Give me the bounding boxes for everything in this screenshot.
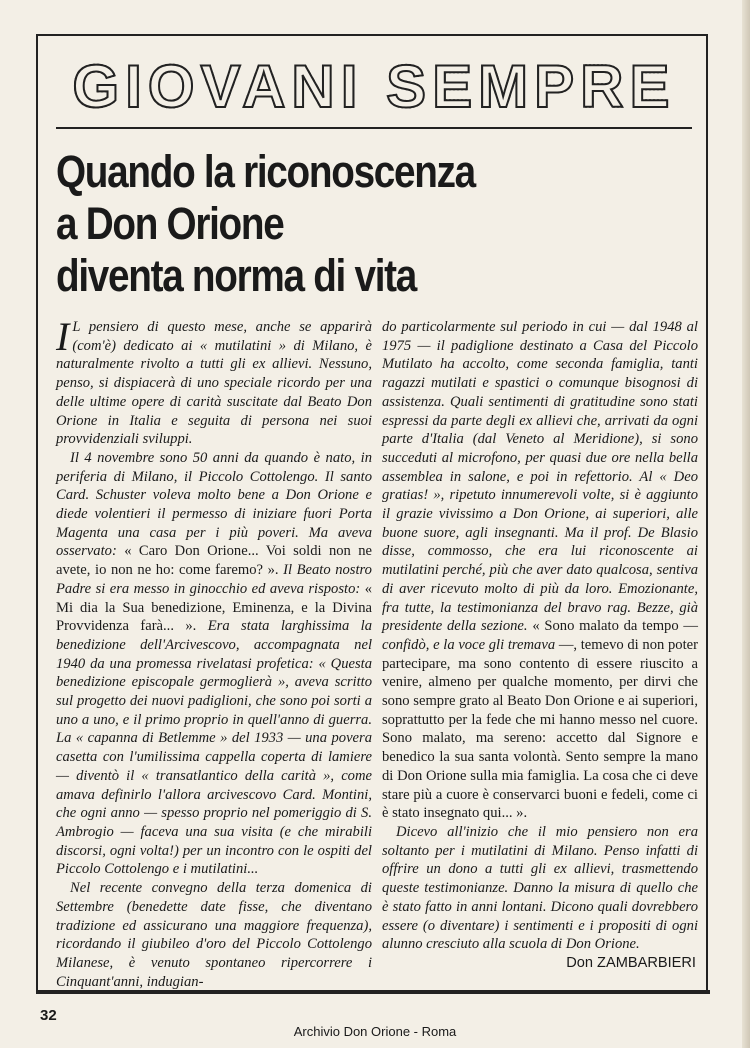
drop-cap: I	[56, 314, 70, 359]
article-column-left	[56, 314, 373, 991]
paragraph-3: Nel recente convegno della terza domenica di Settembre (benedette date fisse, che diventano tradizione ed assicurano una maggiore frequenza), ricordando il giubileo d'oro del Piccolo Cottolengo Milanese, è venuto spontaneo ripercorrere i Cinquant'anni, indugian-	[56, 880, 372, 990]
page-edge	[742, 0, 750, 1048]
paragraph-1-text: L pensiero di questo mese, anche se apparirà (com'è) dedicato ai « mutilatini » di Milano, è naturalmente rivolto a tutti gli ex allievi. Nessuno, penso, si dispiacerà di uno speciale ricordo per una delle ultime opere di carità suscitate dal Beato Don Orione in Italia e seguita di persona nei suoi provvidenziali sviluppi.	[56, 319, 372, 448]
archive-caption: Archivio Don Orione - Roma	[293, 1024, 457, 1039]
headline-line-3: diventa norma di vita	[56, 250, 417, 301]
article-headline	[56, 146, 603, 302]
masthead-title: GIOVANI SEMPRE	[72, 53, 676, 120]
page-number: 32	[40, 1007, 57, 1024]
paragraph-4	[382, 318, 698, 823]
paragraph-2-quote-a: « Caro Don Orione... Voi soldi non ne avete, io non ne ho: come faremo? ».	[56, 543, 372, 579]
author-signature: Don ZAMBARBIERI	[566, 954, 696, 971]
paragraph-4-text-a: do particolarmente sul periodo in cui — dal 1948 al 1975 — il padiglione destinato a Casa del Piccolo Mutilato ha accolto, come seconda famiglia, tanti ragazzi mutilati e spastici o comunque bisognosi di assistenza. Quali sentimenti di gratitudine sono stati espressi da parte degli ex allievi che, arrivati da ogni parte d'Italia (dal Veneto al Meridione), si sono succeduti al microfono, per quasi due ore nella bella assemblea in salone, e poi in refettorio. Al « Deo gratias! », ripetuto innumerevoli volte, si è aggiunto il grazie vivissimo a Don Orione, ai superiori, alle buone suore, agli insegnanti. Ma il prof. De Blasio disse, commosso, che era lui riconoscente ai mutilatini perché, più che aver dato qualcosa, sentiva di aver ricevuto molto di più da loro. Emozionante, fra tutte, la testimonianza del bravo rag. Bezze, già presidente della sezione.	[382, 319, 698, 635]
article-column-right	[382, 318, 698, 973]
paragraph-4-quote-b: —, temevo di non poter partecipare, ma sono contento di essere riuscito a venire, almeno per qualche momento, per dirvi che sono sempre grato al Beato Don Orione e ai superiori, soprattutto per la fede che mi hanno messo nel cuore. Sono malato, ma sereno: accetto dal Signore e benedico la sua santa volontà. Sento sempre la mano di Don Orione sulla mia famiglia. La cosa che ci deve stare più a cuore è conservarci buoni e fedeli, come ci è stato insegnato qui... ».	[382, 636, 698, 822]
paragraph-2-text-a: Il 4 novembre sono 50 anni da quando è nato, in periferia di Milano, il Piccolo Cottolengo. Il santo Card. Schuster voleva molto bene a Don Orione e diede volentieri il permesso di iniziare fuori Porta Magenta una casa per i più poveri. Ma aveva osservato:	[56, 449, 372, 560]
paragraph-2-text-c: Era stata larghissima la benedizione dell'Arcivescovo, accompagnata nel 1940 da una promessa rivelatasi profetica: « Questa benedizione episcopale germoglierà », aveva scritto sul progetto dei nuovi padiglioni, che sono poi sorti a uno a uno, e il primo proprio in quell'anno di guerra. La « capanna di Betlemme » del 1933 — una povera casetta con l'umilissima cappella coperta di lamiere — diventò il « transatlantico della carità », come amava definirlo l'allora arcivescovo Card. Montini, che ogni anno — spesso proprio nel pomeriggio di S. Ambrogio — faceva una sua visita (e che mirabili discorsi, ogni volta!) per un incontro con le ospiti del Piccolo Cottolengo e i mutilatini...	[56, 618, 373, 878]
masthead-rule	[56, 127, 692, 129]
paragraph-5: Dicevo all'inizio che il mio pensiero non era soltanto per i mutilatini di Milano. Penso infatti di offrire un dono a tutti gli ex allievi, trasmettendo queste testimonianze. Danno la misura di quello che è stato fatto in anni lontani. Dicono quali dovrebbero essere (o diventare) i sentimenti e i propositi di ogni alunno cresciuto alla scuola di Don Orione.	[382, 823, 698, 953]
masthead	[56, 52, 692, 122]
paragraph-2-quote-b: « Mi dia la Sua benedizione, Eminenza, e la Divina Provvidenza farà... ».	[56, 580, 372, 635]
paragraph-2	[56, 449, 372, 879]
paragraph-2-text-b: Il Beato nostro Padre si era messo in ginocchio ed aveva risposto:	[56, 562, 372, 597]
headline-line-2: a Don Orione	[56, 198, 284, 249]
paragraph-4-quote-a: « Sono malato da tempo —	[532, 618, 698, 635]
paragraph-1	[56, 314, 372, 449]
headline-line-1: Quando la riconoscenza	[56, 146, 475, 197]
paragraph-4-text-b: confidò, e la voce gli tremava	[382, 636, 559, 653]
